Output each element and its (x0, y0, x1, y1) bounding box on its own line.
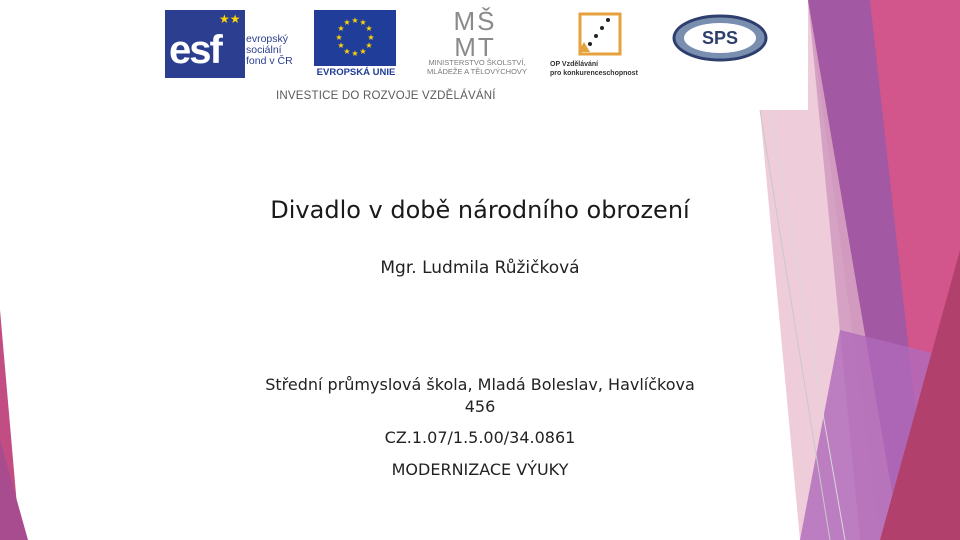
school-name (230, 374, 730, 418)
esf-text (246, 34, 310, 67)
svg-text:★: ★ (359, 47, 367, 56)
svg-text:★: ★ (343, 47, 351, 56)
svg-text:★: ★ (351, 49, 359, 58)
op-logo-icon (570, 8, 630, 60)
deco-left-purple (0, 440, 28, 540)
eu-flag (314, 10, 396, 66)
eu-caption: EVROPSKÁ UNIE (314, 67, 398, 78)
svg-text:★: ★ (359, 18, 367, 27)
esf-line3: fond v ČR (246, 55, 293, 67)
school-line-1: Střední průmyslová škola, Mladá Boleslav, Havlíčkova (265, 375, 695, 394)
esf-logo (165, 10, 245, 78)
svg-text:★: ★ (367, 33, 375, 42)
logo-strip (150, 0, 808, 110)
slide-title: Divadlo v době národního obrození (270, 196, 690, 224)
author-name: Mgr. Ludmila Růžičková (380, 258, 580, 278)
svg-text:★: ★ (335, 33, 343, 42)
msmt-text (402, 58, 552, 76)
svg-text:★: ★ (365, 24, 373, 33)
svg-text:★: ★ (337, 41, 345, 50)
school-line-2: 456 (464, 397, 496, 416)
project-code: CZ.1.07/1.5.00/34.0861 (384, 428, 576, 447)
svg-text:★: ★ (337, 24, 345, 33)
op-line2: pro konkurenceschopnost (550, 70, 638, 77)
investment-banner: INVESTICE DO ROZVOJE VZDĚLÁVÁNÍ (276, 90, 496, 102)
project-name: MODERNIZACE VÝUKY (391, 460, 569, 479)
op-line1: OP Vzdělávání (550, 61, 599, 68)
msmt-mark: MŠ MT (453, 6, 497, 62)
esf-mark: esf (169, 28, 221, 72)
svg-text:★: ★ (365, 41, 373, 50)
msmt-line2: MLÁDEŽE A TĚLOVÝCHOVY (427, 67, 527, 76)
esf-line1: evropský (246, 33, 289, 45)
msmt-line1: MINISTERSTVO ŠKOLSTVÍ, (428, 58, 526, 67)
star-icon: ★★ (219, 12, 241, 26)
eu-stars-icon (314, 10, 396, 66)
esf-line2: sociální (246, 44, 282, 56)
sps-mark: SPS (701, 28, 739, 48)
svg-text:★: ★ (343, 18, 351, 27)
op-text (550, 60, 660, 78)
svg-text:★: ★ (351, 16, 359, 25)
